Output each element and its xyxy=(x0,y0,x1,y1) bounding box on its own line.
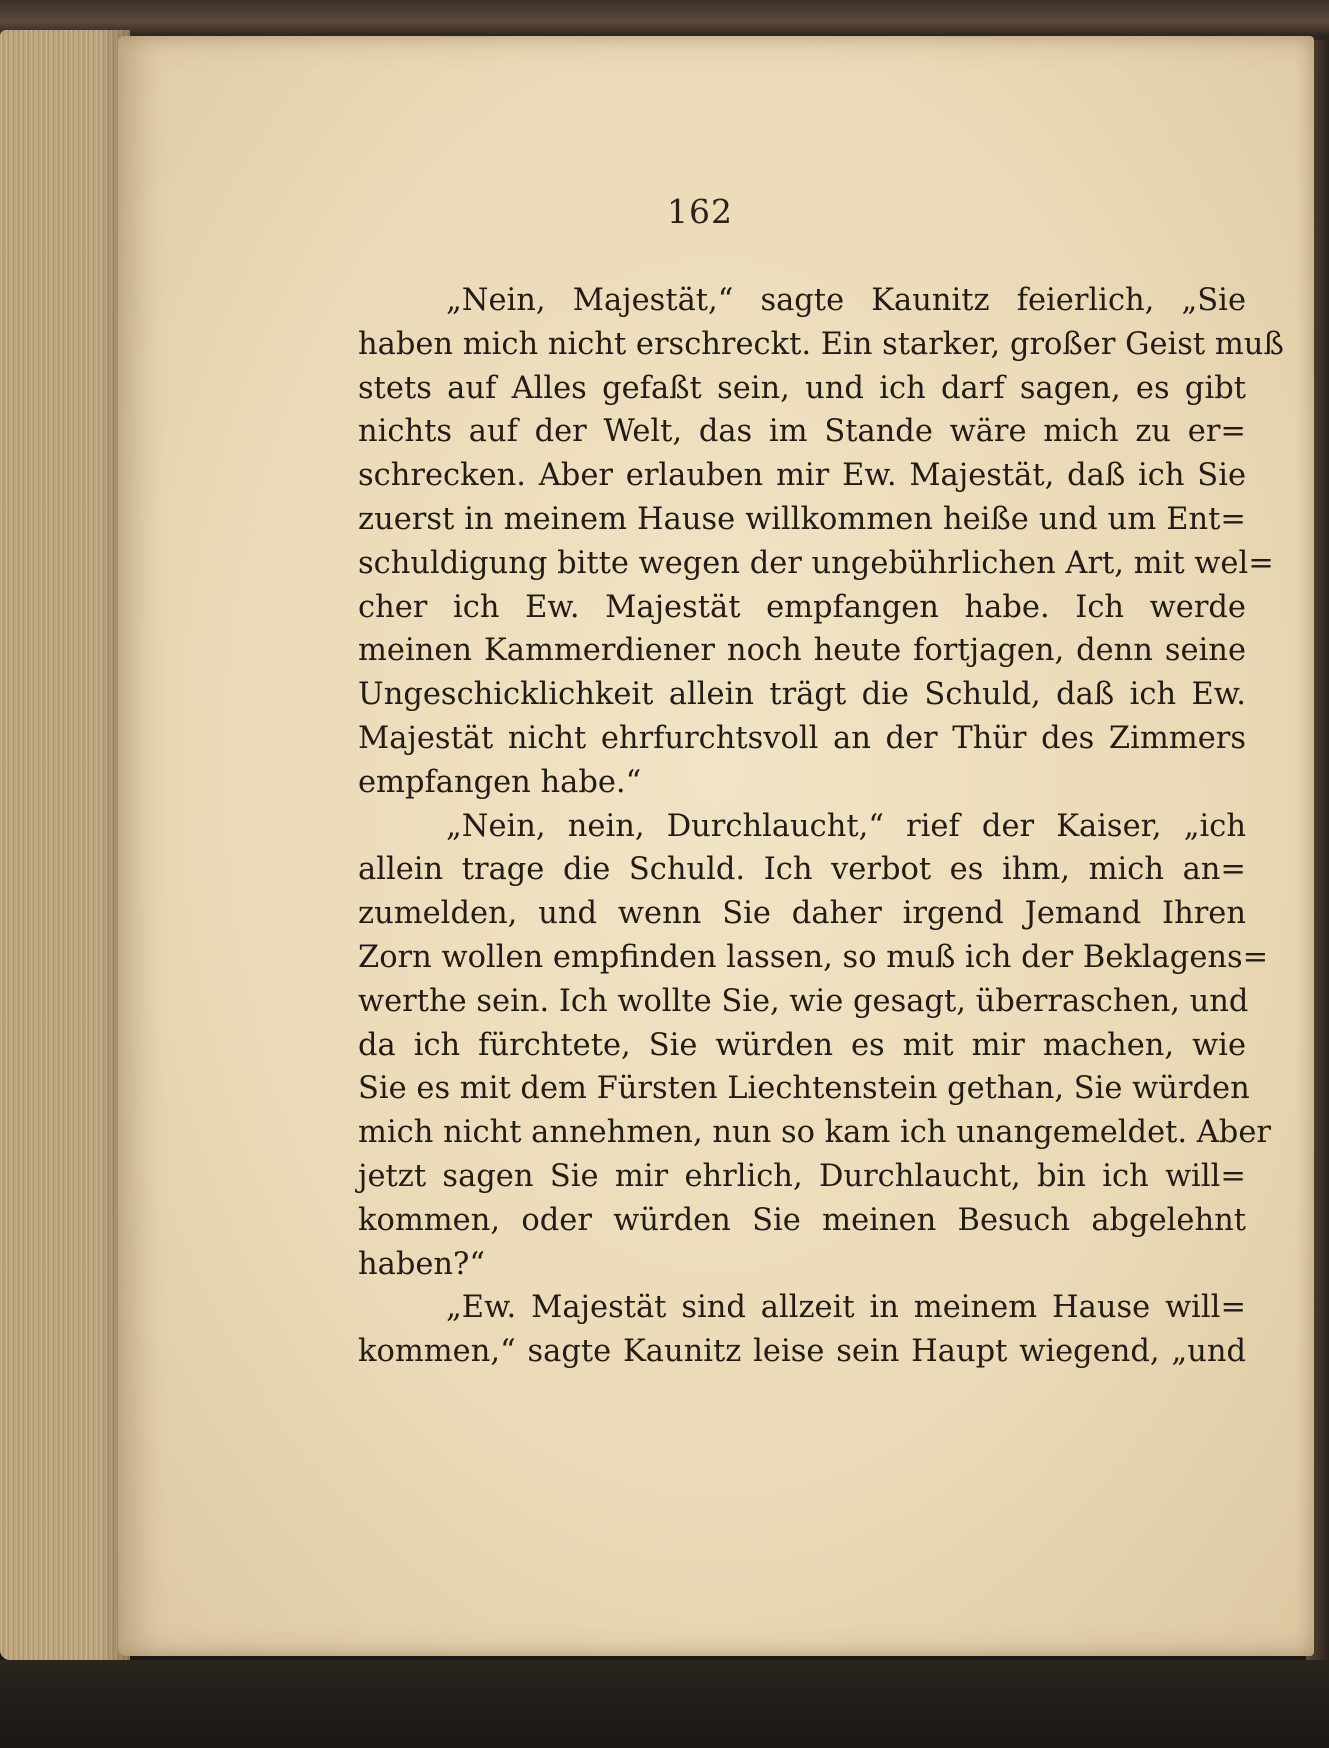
text-line: Majestät nicht ehrfurchtsvoll an der Thür des Zimmers xyxy=(358,720,1246,756)
body-text xyxy=(358,279,1284,1374)
text-line: schuldigung bitte wegen der ungebührlichen Art, mit wel= xyxy=(358,545,1274,581)
text-line: da ich fürchtete, Sie würden es mit mir machen, wie xyxy=(358,1027,1246,1063)
text-line: haben?“ xyxy=(358,1246,485,1282)
text-line: werthe sein. Ich wollte Sie, wie gesagt, überraschen, und xyxy=(358,983,1249,1019)
text-line: schrecken. Aber erlauben mir Ew. Majestät, daß ich Sie xyxy=(358,458,1246,494)
text-line: zuerst in meinem Hause willkommen heiße und um Ent= xyxy=(358,501,1246,537)
text-line: allein trage die Schuld. Ich verbot es ihm, mich an= xyxy=(358,852,1246,888)
text-line: cher ich Ew. Majestät empfangen habe. Ich werde xyxy=(358,589,1246,625)
text-line: nichts auf der Welt, das im Stande wäre mich zu er= xyxy=(358,414,1246,450)
text-line: „Nein, nein, Durchlaucht,“ rief der Kaiser, „ich xyxy=(446,808,1246,844)
text-line: „Nein, Majestät,“ sagte Kaunitz feierlich, „Sie xyxy=(446,283,1246,318)
text-line: kommen, oder würden Sie meinen Besuch abgelehnt xyxy=(358,1202,1246,1238)
page-block-edges xyxy=(0,30,130,1660)
text-line: Zorn wollen empfinden lassen, so muß ich der Beklagens= xyxy=(358,939,1269,975)
text-line: „Ew. Majestät sind allzeit in meinem Hause will= xyxy=(446,1290,1246,1326)
text-line: kommen,“ sagte Kaunitz leise sein Haupt wiegend, „und xyxy=(358,1334,1246,1370)
text-line: empfangen habe.“ xyxy=(358,764,642,800)
text-line: meinen Kammerdiener noch heute fortjagen, denn seine xyxy=(358,633,1246,669)
page-number: 162 xyxy=(667,192,733,231)
text-line: zumelden, und wenn Sie daher irgend Jemand Ihren xyxy=(358,896,1246,932)
book-board-bottom xyxy=(0,1660,1329,1748)
text-line: mich nicht annehmen, nun so kam ich unangemeldet. Aber xyxy=(358,1115,1271,1151)
text-line: Sie es mit dem Fürsten Liechtenstein gethan, Sie würden xyxy=(358,1071,1250,1107)
text-line: Ungeschicklichkeit allein trägt die Schuld, daß ich Ew. xyxy=(358,677,1246,713)
text-line: jetzt sagen Sie mir ehrlich, Durchlaucht, bin ich will= xyxy=(358,1158,1246,1194)
text-line: stets auf Alles gefaßt sein, und ich darf sagen, es gibt xyxy=(358,370,1246,406)
book-board-top xyxy=(0,0,1329,36)
text-line: haben mich nicht erschreckt. Ein starker, großer Geist muß xyxy=(358,326,1284,362)
